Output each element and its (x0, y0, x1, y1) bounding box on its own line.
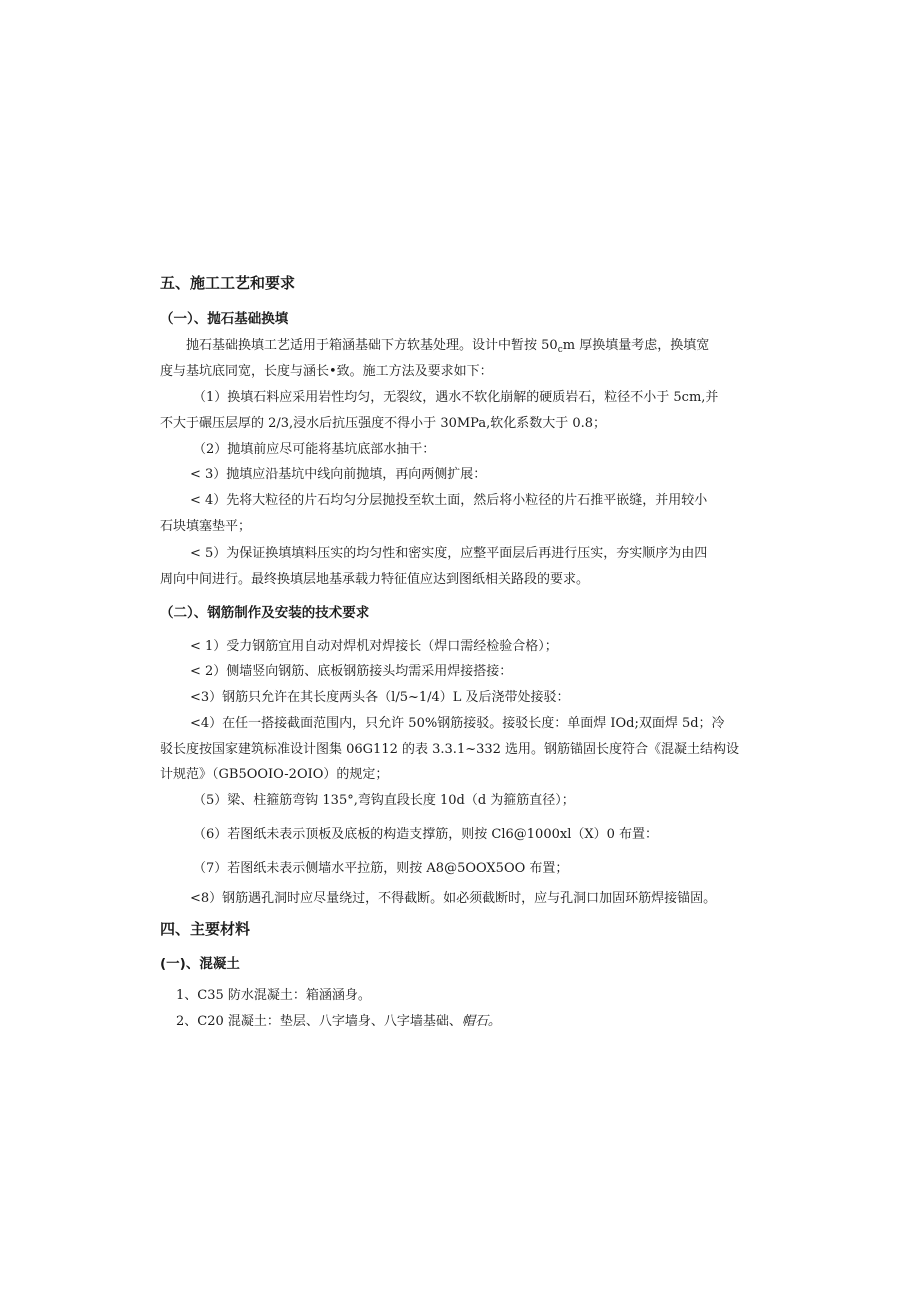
riprap-item-3: < 3）抛填应沿基坑中线向前抛填，再向两侧扩展： (190, 467, 487, 482)
riprap-item-4-line1: < 4）先将大粒径的片石均匀分层抛投至软土面，然后将小粒径的片石推平嵌缝，并用较小 (190, 493, 708, 508)
rebar-item-6: （6）若图纸未表示顶板及底板的构造支撑筋，则按 Cl6@1000xl（X）0 布置： (193, 827, 659, 842)
rebar-item-2: < 2）侧墙竖向钢筋、底板钢筋接头均需采用焊接搭接： (190, 664, 513, 679)
rebar-item-4-line1: <4）在任一搭接截面范围内，只允许 50%钢筋接驳。接驳长度：单面焊 IOd;双面焊 5d；冷 (190, 716, 725, 731)
rebar-item-3: <3）钢筋只允许在其长度两头各（l/5~1/4）L 及后浇带处接驳： (190, 690, 570, 705)
rebar-item-5: （5）梁、柱箍筋弯钩 135°,弯钩直段长度 10d（d 为箍筋直径）； (193, 793, 575, 808)
riprap-item-1-line2: 不大于碾压层厚的 2/3,浸水后抗压强度不得小于 30MPa,软化系数大于 0.8； (160, 416, 607, 431)
subsection-heading-rebar: （二）、钢筋制作及安装的技术要求 (160, 605, 370, 621)
subsection-heading-concrete: (一)、混凝土 (160, 956, 240, 972)
rebar-item-1: < 1）受力钢筋宜用自动对焊机对焊接长（焊口需经检验合格）； (190, 639, 558, 654)
rebar-item-4-line2: 驳长度按国家建筑标准设计图集 06G112 的表 3.3.1~332 选用。钢筋锚固长度符合《混凝土结构设 (160, 742, 740, 757)
material-item-1: 1、C35 防水混凝土：箱涵涵身。 (176, 988, 371, 1003)
riprap-item-5-line1: < 5）为保证换填填料压实的均匀性和密实度，应整平面层后再进行压实，夯实顺序为由四 (190, 546, 708, 561)
rebar-item-8: <8）钢筋遇孔洞时应尽量绕过，不得截断。如必须截断时，应与孔洞口加固环筋焊接锚固。 (190, 891, 717, 906)
paragraph-riprap-intro-line1: 抛石基础换填工艺适用于箱涵基础下方软基处理。设计中暂按 $50_cm$ 厚换填量考虑，换填宽 (186, 338, 710, 355)
paragraph-riprap-intro-line2: 度与基坑底同宽，长度与涵长•致。施工方法及要求如下： (160, 364, 493, 379)
subsection-heading-riprap: （一）、抛石基础换填 (160, 311, 289, 327)
riprap-item-2: （2）抛填前应尽可能将基坑底部水抽干： (193, 442, 436, 457)
material-item-2: 2、C20 混凝土：垫层、八字墙身、八字墙基础、帽石。 (176, 1014, 501, 1029)
rebar-item-4-line3: 计规范》（GB5OOIO-2OIO）的规定； (160, 767, 389, 782)
rebar-item-7: （7）若图纸未表示侧墙水平拉筋，则按 A8@5OOX5OO 布置； (193, 861, 569, 876)
section-heading-construction: 五、施工工艺和要求 (160, 274, 296, 292)
riprap-item-1-line1: （1）换填石料应采用岩性均匀，无裂纹，遇水不软化崩解的硬质岩石，粒径不小于 5cm,并 (193, 390, 719, 405)
section-heading-materials: 四、主要材料 (160, 920, 251, 938)
riprap-item-5-line2: 周向中间进行。最终换填层地基承载力特征值应达到图纸相关路段的要求。 (160, 572, 590, 587)
riprap-item-4-line2: 石块填塞垫平； (160, 519, 252, 534)
